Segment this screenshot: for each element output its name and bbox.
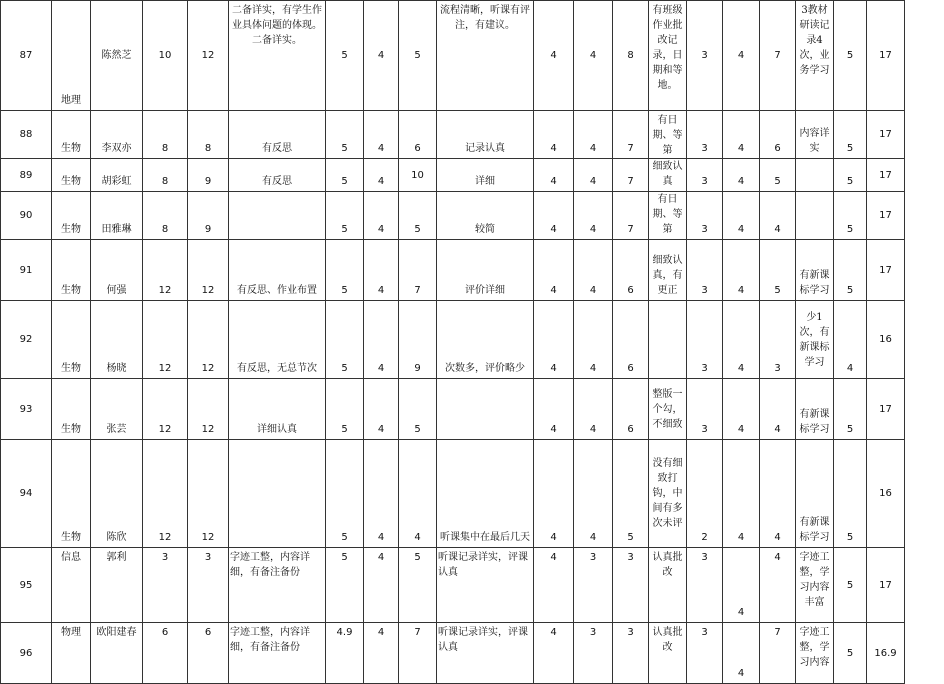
total-score: 17: [867, 548, 905, 623]
score-a: 10: [143, 1, 188, 111]
row-number: 91: [1, 240, 52, 301]
score-h: 4: [534, 111, 574, 159]
score-m: 4: [723, 240, 760, 301]
score-b: 8: [188, 111, 229, 159]
lesson-plan-comment: 字迹工整，内容详细，有备注备份: [229, 548, 326, 623]
score-j: 7: [613, 192, 649, 240]
subject-cell: 生物: [52, 301, 91, 379]
table-row: [1, 159, 905, 192]
table-row: [1, 301, 905, 379]
score-m: 4: [723, 301, 760, 379]
table-row: [1, 1, 905, 111]
study-comment: 字迹工整，学习内容: [796, 623, 834, 684]
score-d: 4.9: [326, 623, 364, 684]
row-number: 90: [1, 192, 52, 240]
score-p: 5: [834, 1, 867, 111]
subject-cell: 生物: [52, 192, 91, 240]
score-d: 5: [326, 192, 364, 240]
score-j: 3: [613, 548, 649, 623]
row-number: 88: [1, 111, 52, 159]
observation-comment: 听课记录详实，评课认真: [437, 623, 534, 684]
score-i: 4: [574, 192, 613, 240]
score-l: 3: [687, 111, 723, 159]
score-f: 9: [399, 301, 437, 379]
score-m: 4: [723, 440, 760, 548]
homework-comment: 细致认真: [649, 159, 687, 192]
homework-comment: 有日期、等第: [649, 111, 687, 159]
table-row: [1, 440, 905, 548]
subject-cell: 生物: [52, 111, 91, 159]
score-f: 5: [399, 379, 437, 440]
score-j: 7: [613, 159, 649, 192]
score-b: 9: [188, 192, 229, 240]
score-h: 4: [534, 379, 574, 440]
score-f: 6: [399, 111, 437, 159]
study-comment: 少1次，有新课标学习: [796, 301, 834, 379]
score-h: 4: [534, 192, 574, 240]
study-comment: 有新课标学习: [796, 440, 834, 548]
score-d: 5: [326, 240, 364, 301]
score-l: 3: [687, 623, 723, 684]
score-b: 12: [188, 1, 229, 111]
score-e: 4: [364, 240, 399, 301]
score-i: 4: [574, 240, 613, 301]
teacher-name: 杨晓: [91, 301, 143, 379]
table-row: [1, 623, 905, 684]
lesson-plan-comment: 有反思: [229, 159, 326, 192]
score-l: 3: [687, 1, 723, 111]
score-l: 3: [687, 240, 723, 301]
score-h: 4: [534, 623, 574, 684]
score-i: 4: [574, 111, 613, 159]
score-e: 4: [364, 301, 399, 379]
score-a: 12: [143, 379, 188, 440]
total-score: 17: [867, 192, 905, 240]
score-a: 12: [143, 440, 188, 548]
score-d: 5: [326, 159, 364, 192]
score-i: 3: [574, 548, 613, 623]
table-row: [1, 192, 905, 240]
score-m: 4: [723, 111, 760, 159]
score-i: 4: [574, 1, 613, 111]
table-row: [1, 111, 905, 159]
score-f: 7: [399, 240, 437, 301]
observation-comment: 评价详细: [437, 240, 534, 301]
lesson-plan-comment: 有反思、作业布置: [229, 240, 326, 301]
score-i: 4: [574, 159, 613, 192]
lesson-plan-comment: [229, 440, 326, 548]
score-m: 4: [723, 159, 760, 192]
score-j: 6: [613, 379, 649, 440]
score-h: 4: [534, 240, 574, 301]
score-i: 4: [574, 440, 613, 548]
observation-comment: 听课记录详实，评课认真: [437, 548, 534, 623]
score-d: 5: [326, 548, 364, 623]
score-h: 4: [534, 301, 574, 379]
score-a: 12: [143, 301, 188, 379]
score-a: 8: [143, 192, 188, 240]
total-score: 16: [867, 301, 905, 379]
score-n: 5: [760, 159, 796, 192]
table-row: [1, 548, 905, 623]
subject-cell: 生物: [52, 379, 91, 440]
score-f: 5: [399, 192, 437, 240]
row-number: 96: [1, 623, 52, 684]
subject-cell: 生物: [52, 440, 91, 548]
score-n: 4: [760, 440, 796, 548]
observation-comment: 次数多，评价略少: [437, 301, 534, 379]
homework-comment: 整版一个勾，不细致: [649, 379, 687, 440]
score-a: 6: [143, 623, 188, 684]
score-b: 12: [188, 301, 229, 379]
homework-comment: 认真批改: [649, 623, 687, 684]
score-d: 5: [326, 301, 364, 379]
observation-comment: 较简: [437, 192, 534, 240]
score-p: 5: [834, 159, 867, 192]
score-h: 4: [534, 159, 574, 192]
score-l: 3: [687, 192, 723, 240]
score-m: 4: [723, 192, 760, 240]
teacher-name: 胡彩虹: [91, 159, 143, 192]
study-comment: [796, 159, 834, 192]
study-comment: 有新课标学习: [796, 240, 834, 301]
score-n: 4: [760, 192, 796, 240]
observation-comment: 详细: [437, 159, 534, 192]
homework-comment: 有班级作业批改记录，日期和等地。: [649, 1, 687, 111]
score-b: 9: [188, 159, 229, 192]
score-m: 4: [723, 379, 760, 440]
score-j: 7: [613, 111, 649, 159]
score-e: 4: [364, 379, 399, 440]
row-number: 95: [1, 548, 52, 623]
score-d: 5: [326, 440, 364, 548]
homework-comment: [649, 301, 687, 379]
score-j: 6: [613, 240, 649, 301]
lesson-plan-comment: [229, 192, 326, 240]
score-a: 12: [143, 240, 188, 301]
subject-cell: 地理: [52, 1, 91, 111]
row-number: 92: [1, 301, 52, 379]
score-n: 3: [760, 301, 796, 379]
score-j: 5: [613, 440, 649, 548]
lesson-plan-comment: 二备详实，有学生作业具体问题的体现。二备详实。: [229, 1, 326, 111]
score-a: 3: [143, 548, 188, 623]
subject-cell: 信息: [52, 548, 91, 623]
score-l: 3: [687, 159, 723, 192]
score-h: 4: [534, 1, 574, 111]
score-f: 4: [399, 440, 437, 548]
table-row: [1, 240, 905, 301]
score-b: 12: [188, 240, 229, 301]
score-n: 7: [760, 1, 796, 111]
study-comment: 有新课标学习: [796, 379, 834, 440]
teacher-name: 陈然芝: [91, 1, 143, 111]
teacher-name: 田雅琳: [91, 192, 143, 240]
total-score: 16.9: [867, 623, 905, 684]
score-l: 3: [687, 379, 723, 440]
observation-comment: [437, 379, 534, 440]
teacher-name: 李双亦: [91, 111, 143, 159]
score-l: 3: [687, 548, 723, 623]
total-score: 17: [867, 159, 905, 192]
score-p: 5: [834, 240, 867, 301]
score-l: 2: [687, 440, 723, 548]
subject-cell: 生物: [52, 240, 91, 301]
score-n: 4: [760, 548, 796, 623]
score-m: 4: [723, 548, 760, 623]
score-p: 5: [834, 379, 867, 440]
score-n: 7: [760, 623, 796, 684]
total-score: 17: [867, 240, 905, 301]
score-j: 6: [613, 301, 649, 379]
score-p: 4: [834, 301, 867, 379]
score-b: 12: [188, 440, 229, 548]
score-p: 5: [834, 548, 867, 623]
score-d: 5: [326, 379, 364, 440]
score-e: 4: [364, 440, 399, 548]
score-i: 4: [574, 379, 613, 440]
row-number: 93: [1, 379, 52, 440]
total-score: 17: [867, 1, 905, 111]
score-d: 5: [326, 111, 364, 159]
score-p: 5: [834, 111, 867, 159]
study-comment: [796, 192, 834, 240]
score-e: 4: [364, 192, 399, 240]
teacher-name: 张芸: [91, 379, 143, 440]
score-f: 5: [399, 548, 437, 623]
score-n: 5: [760, 240, 796, 301]
teacher-name: 何强: [91, 240, 143, 301]
score-m: 4: [723, 1, 760, 111]
total-score: 17: [867, 111, 905, 159]
study-comment: 3教材研读记录4次，业务学习: [796, 1, 834, 111]
observation-comment: 记录认真: [437, 111, 534, 159]
table-row: [1, 379, 905, 440]
row-number: 87: [1, 1, 52, 111]
score-e: 4: [364, 1, 399, 111]
score-i: 3: [574, 623, 613, 684]
teacher-name: 陈欣: [91, 440, 143, 548]
row-number: 89: [1, 159, 52, 192]
score-d: 5: [326, 1, 364, 111]
score-f: 5: [399, 1, 437, 111]
score-i: 4: [574, 301, 613, 379]
homework-comment: 有日期、等第: [649, 192, 687, 240]
score-h: 4: [534, 548, 574, 623]
homework-comment: 认真批改: [649, 548, 687, 623]
teacher-name: 欧阳建春: [91, 623, 143, 684]
score-f: 7: [399, 623, 437, 684]
lesson-plan-comment: 有反思，无总节次: [229, 301, 326, 379]
score-p: 5: [834, 192, 867, 240]
total-score: 17: [867, 379, 905, 440]
observation-comment: 流程清晰，听课有评注，有建议。: [437, 1, 534, 111]
subject-cell: 生物: [52, 159, 91, 192]
score-b: 6: [188, 623, 229, 684]
score-e: 4: [364, 159, 399, 192]
score-j: 3: [613, 623, 649, 684]
score-e: 4: [364, 623, 399, 684]
study-comment: 字迹工整，学习内容丰富: [796, 548, 834, 623]
score-j: 8: [613, 1, 649, 111]
score-n: 6: [760, 111, 796, 159]
score-b: 3: [188, 548, 229, 623]
homework-comment: 没有细致打钩，中间有多次未评: [649, 440, 687, 548]
teacher-name: 郭利: [91, 548, 143, 623]
score-m: 4: [723, 623, 760, 684]
score-a: 8: [143, 159, 188, 192]
score-p: 5: [834, 440, 867, 548]
score-e: 4: [364, 548, 399, 623]
homework-comment: 细致认真，有更正: [649, 240, 687, 301]
score-n: 4: [760, 379, 796, 440]
score-p: 5: [834, 623, 867, 684]
score-a: 8: [143, 111, 188, 159]
study-comment: 内容详实: [796, 111, 834, 159]
total-score: 16: [867, 440, 905, 548]
lesson-plan-comment: 详细认真: [229, 379, 326, 440]
score-e: 4: [364, 111, 399, 159]
lesson-plan-comment: 字迹工整，内容详细，有备注备份: [229, 623, 326, 684]
observation-comment: 听课集中在最后几天: [437, 440, 534, 548]
row-number: 94: [1, 440, 52, 548]
score-f: 10: [399, 159, 437, 192]
subject-cell: 物理: [52, 623, 91, 684]
score-h: 4: [534, 440, 574, 548]
lesson-plan-comment: 有反思: [229, 111, 326, 159]
score-b: 12: [188, 379, 229, 440]
score-l: 3: [687, 301, 723, 379]
